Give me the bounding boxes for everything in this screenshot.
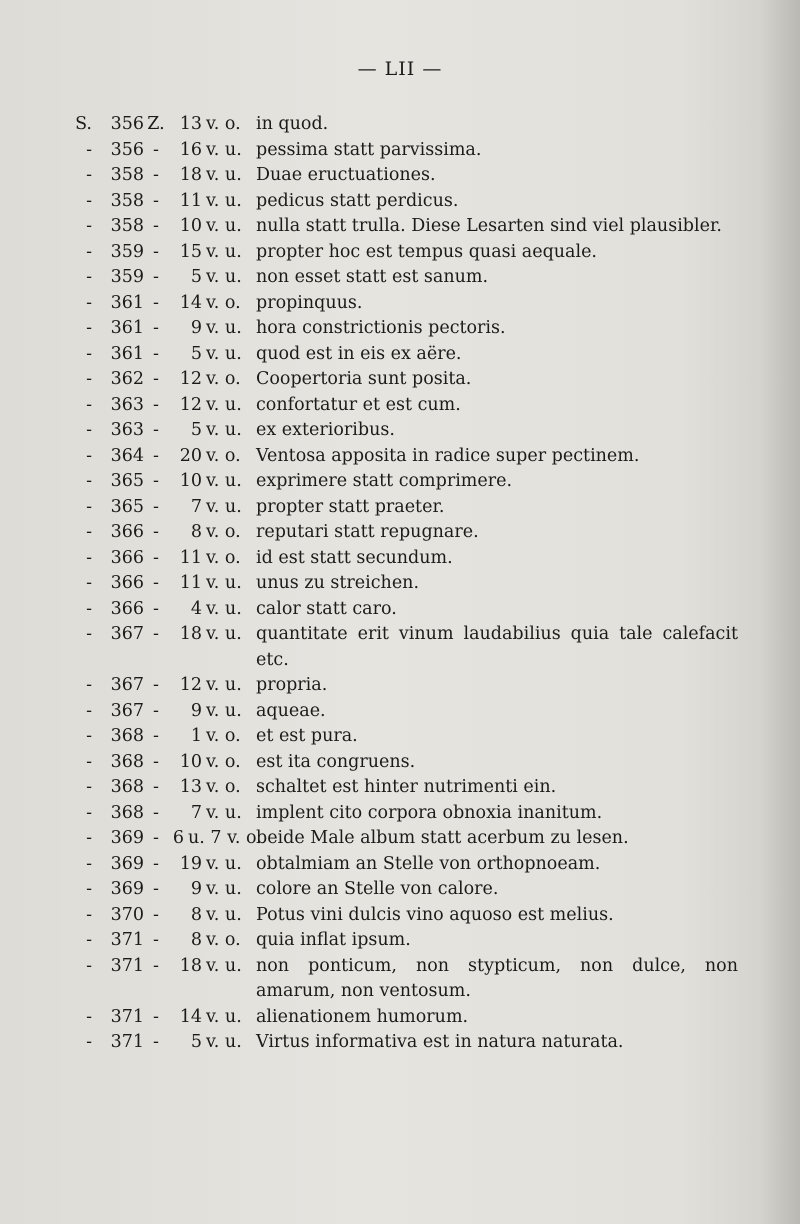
- entry-direction: v. o.: [206, 292, 241, 313]
- entry-page: 370: [110, 904, 144, 925]
- entry-line-mark: -: [153, 828, 159, 848]
- errata-entry: [62, 1030, 738, 1056]
- entry-line-mark: -: [153, 318, 159, 338]
- entry-direction: v. o.: [206, 930, 241, 950]
- entry-line-mark: -: [153, 700, 159, 721]
- errata-entry: [62, 240, 738, 266]
- entry-page: 365: [110, 471, 144, 491]
- entry-prefix: S.: [75, 114, 92, 134]
- entry-prefix: -: [86, 598, 92, 619]
- entry-line-mark: -: [153, 420, 159, 440]
- entry-prefix: -: [86, 828, 92, 848]
- errata-entry: [62, 189, 738, 215]
- entry-line-mark: -: [153, 496, 159, 517]
- entry-line-mark: -: [153, 930, 159, 950]
- entry-line: 16: [179, 139, 202, 160]
- entry-line-mark: -: [153, 292, 159, 313]
- entry-line: 5: [190, 267, 202, 287]
- entry-page: 363: [110, 394, 144, 415]
- entry-text: ex exterioribus.: [256, 420, 395, 440]
- entry-direction: v. u.: [206, 904, 242, 925]
- entry-text: implent cito corpora obnoxia inanitum.: [256, 802, 603, 823]
- entry-page: 371: [110, 1032, 144, 1052]
- entry-page: 366: [110, 573, 144, 593]
- entry-page: 367: [110, 624, 144, 644]
- entry-page: 368: [110, 726, 144, 746]
- entry-text: exprimere statt comprimere.: [256, 471, 513, 491]
- entry-line: 12: [179, 394, 202, 415]
- entry-text: quia inflat ipsum.: [256, 930, 411, 950]
- entry-page: 368: [110, 751, 144, 772]
- entry-text: pessima statt parvissima.: [256, 139, 482, 160]
- entry-direction: v. u.: [206, 471, 242, 491]
- entry-direction: v. u.: [206, 955, 242, 976]
- entry-direction: v. u.: [206, 165, 242, 185]
- entry-line-mark: -: [153, 777, 159, 797]
- entry-line-mark: -: [153, 165, 159, 185]
- entry-text: non ponticum, non stypticum, non dulce, non amarum, non ventosum.: [256, 955, 738, 1001]
- errata-entry: [62, 520, 738, 546]
- entry-text: unus zu streichen.: [256, 573, 420, 593]
- entry-text: propinquus.: [256, 292, 363, 313]
- entry-page: 356: [110, 114, 144, 134]
- entry-page: 361: [110, 343, 144, 364]
- entry-direction: v. o.: [206, 114, 241, 134]
- entry-prefix: -: [86, 343, 92, 364]
- entry-line: 8: [190, 522, 202, 542]
- entry-page: 365: [110, 496, 144, 517]
- entry-prefix: -: [86, 241, 92, 262]
- entry-line: 10: [179, 216, 202, 236]
- entry-line-mark: -: [153, 1006, 159, 1027]
- entry-prefix: -: [86, 853, 92, 874]
- errata-entry: [62, 291, 738, 317]
- errata-entry: [62, 495, 738, 521]
- entry-page: 367: [110, 700, 144, 721]
- errata-entry: [62, 112, 738, 138]
- entry-line-mark: -: [153, 445, 159, 466]
- errata-entry: [62, 214, 738, 240]
- entry-direction: v. u.: [206, 879, 242, 899]
- entry-page: 356: [110, 139, 144, 160]
- entry-line: 5: [190, 420, 202, 440]
- entry-prefix: -: [86, 292, 92, 313]
- entry-text: confortatur et est cum.: [256, 394, 461, 415]
- entry-page: 369: [110, 853, 144, 874]
- errata-entry: [62, 163, 738, 189]
- entry-direction: v. o.: [206, 547, 241, 568]
- entry-line: 12: [179, 369, 202, 389]
- entry-line: 4: [190, 598, 202, 619]
- entry-text: calor statt caro.: [256, 598, 397, 619]
- entry-page: 363: [110, 420, 144, 440]
- entry-page: 359: [110, 267, 144, 287]
- entry-direction: v. u.: [206, 700, 242, 721]
- entry-line: 15: [179, 241, 202, 262]
- entry-direction: v. u.: [206, 853, 242, 874]
- entry-line-mark: -: [153, 726, 159, 746]
- entry-text: hora constrictionis pectoris.: [256, 318, 506, 338]
- entry-text: colore an Stelle von calore.: [256, 879, 499, 899]
- errata-entry: [62, 367, 738, 393]
- errata-entry: [62, 1005, 738, 1031]
- entry-page: 371: [110, 955, 144, 976]
- entry-prefix: -: [86, 139, 92, 160]
- entry-prefix: -: [86, 675, 92, 695]
- errata-entry: [62, 444, 738, 470]
- errata-entry: [62, 954, 738, 1005]
- entry-direction: v. u.: [206, 573, 242, 593]
- entry-text: Ventosa apposita in radice super pectinem.: [256, 445, 640, 466]
- entry-page: 361: [110, 318, 144, 338]
- entry-line: 19: [179, 853, 202, 874]
- entry-text: reputari statt repugnare.: [256, 522, 479, 542]
- errata-entry: [62, 469, 738, 495]
- entry-prefix: -: [86, 904, 92, 925]
- entry-prefix: -: [86, 802, 92, 823]
- entry-direction: v. o.: [206, 522, 241, 542]
- entry-direction: v. o.: [206, 369, 241, 389]
- entry-line: 10: [179, 751, 202, 772]
- entry-direction: v. o.: [206, 445, 241, 466]
- entry-prefix: -: [86, 777, 92, 797]
- entry-page: 369: [110, 828, 144, 848]
- entry-line-mark: -: [153, 139, 159, 160]
- entry-prefix: -: [86, 190, 92, 211]
- errata-list: [62, 112, 738, 1056]
- entry-line: 9: [190, 879, 202, 899]
- entry-text: Coopertoria sunt posita.: [256, 369, 472, 389]
- errata-entry: [62, 342, 738, 368]
- errata-entry: [62, 265, 738, 291]
- entry-page: 359: [110, 241, 144, 262]
- entry-direction: v. u.: [206, 624, 242, 644]
- errata-entry: [62, 750, 738, 776]
- entry-direction: v. u.: [206, 496, 242, 517]
- entry-page: 371: [110, 930, 144, 950]
- entry-prefix: -: [86, 369, 92, 389]
- entry-text: quantitate erit vinum laudabilius quia tale calefacit etc.: [256, 624, 738, 670]
- entry-text: id est statt secundum.: [256, 547, 453, 568]
- entry-text: Virtus informativa est in natura naturata.: [256, 1032, 624, 1052]
- entry-page: 366: [110, 598, 144, 619]
- entry-line: 10: [179, 471, 202, 491]
- entry-direction: v. u.: [206, 420, 242, 440]
- errata-entry: [62, 597, 738, 623]
- entry-text: pedicus statt perdicus.: [256, 190, 459, 211]
- entry-line: 7: [190, 802, 202, 823]
- errata-entry: [62, 775, 738, 801]
- entry-prefix: -: [86, 445, 92, 466]
- entry-page: 368: [110, 802, 144, 823]
- entry-prefix: -: [86, 318, 92, 338]
- entry-page: 369: [110, 879, 144, 899]
- entry-direction: v. u.: [206, 267, 242, 287]
- entry-text: in quod.: [256, 114, 329, 134]
- entry-text: alienationem humorum.: [256, 1006, 469, 1027]
- entry-page: 362: [110, 369, 144, 389]
- entry-text: propter statt praeter.: [256, 496, 445, 517]
- entry-prefix: -: [86, 726, 92, 746]
- entry-line-mark: -: [153, 522, 159, 542]
- entry-text: est ita congruens.: [256, 751, 416, 772]
- entry-line: 13: [179, 114, 202, 134]
- entry-prefix: -: [86, 751, 92, 772]
- errata-entry: [62, 393, 738, 419]
- errata-entry: [62, 903, 738, 929]
- entry-page: 368: [110, 777, 144, 797]
- entry-line: 5: [190, 1032, 202, 1052]
- entry-text: propter hoc est tempus quasi aequale.: [256, 241, 597, 262]
- entry-line: 14: [179, 292, 202, 313]
- entry-line: 18: [179, 624, 202, 644]
- entry-text: propria.: [256, 675, 328, 695]
- entry-direction: u. 7 v. o.: [188, 828, 262, 848]
- entry-line: 1: [190, 726, 202, 746]
- entry-line-mark: -: [153, 598, 159, 619]
- errata-entry: [62, 852, 738, 878]
- entry-line: 18: [179, 955, 202, 976]
- entry-line-mark: -: [153, 190, 159, 211]
- errata-entry: [62, 699, 738, 725]
- entry-prefix: -: [86, 394, 92, 415]
- entry-direction: v. u.: [206, 216, 242, 236]
- entry-line: 7: [190, 496, 202, 517]
- entry-line: 8: [190, 930, 202, 950]
- errata-entry: [62, 418, 738, 444]
- entry-line-mark: -: [153, 853, 159, 874]
- errata-entry: [62, 673, 738, 699]
- entry-line: 14: [179, 1006, 202, 1027]
- entry-line-mark: -: [153, 547, 159, 568]
- entry-page: 367: [110, 675, 144, 695]
- entry-line-mark: -: [153, 573, 159, 593]
- entry-prefix: -: [86, 471, 92, 491]
- entry-line-mark: -: [153, 904, 159, 925]
- entry-prefix: -: [86, 955, 92, 976]
- entry-prefix: -: [86, 496, 92, 517]
- errata-entry: [62, 877, 738, 903]
- entry-text: aqueae.: [256, 700, 326, 721]
- entry-line-mark: -: [153, 879, 159, 899]
- entry-text: Potus vini dulcis vino aquoso est melius.: [256, 904, 614, 925]
- entry-line-mark: -: [153, 267, 159, 287]
- entry-line: 6: [172, 828, 184, 848]
- entry-prefix: -: [86, 624, 92, 644]
- entry-line-mark: -: [153, 955, 159, 976]
- entry-direction: v. o.: [206, 726, 241, 746]
- entry-line-mark: -: [153, 1032, 159, 1052]
- entry-text: schaltet est hinter nutrimenti ein.: [256, 777, 557, 797]
- entry-line: 9: [190, 700, 202, 721]
- entry-line: 5: [190, 343, 202, 364]
- entry-prefix: -: [86, 930, 92, 950]
- entry-line-mark: -: [153, 343, 159, 364]
- entry-direction: v. u.: [206, 598, 242, 619]
- entry-text: Duae eructuationes.: [256, 165, 436, 185]
- entry-line-mark: -: [153, 369, 159, 389]
- entry-direction: v. u.: [206, 241, 242, 262]
- entry-direction: v. o.: [206, 777, 241, 797]
- entry-page: 361: [110, 292, 144, 313]
- entry-prefix: -: [86, 879, 92, 899]
- entry-line: 9: [190, 318, 202, 338]
- entry-direction: v. u.: [206, 1006, 242, 1027]
- entry-direction: v. u.: [206, 343, 242, 364]
- entry-direction: v. u.: [206, 1032, 242, 1052]
- entry-line: 18: [179, 165, 202, 185]
- entry-page: 366: [110, 547, 144, 568]
- entry-prefix: -: [86, 1006, 92, 1027]
- entry-text: obtalmiam an Stelle von orthopnoeam.: [256, 853, 601, 874]
- entry-line-mark: -: [153, 394, 159, 415]
- entry-direction: v. o.: [206, 751, 241, 772]
- entry-line-mark: -: [153, 471, 159, 491]
- entry-page: 364: [110, 445, 144, 466]
- entry-prefix: -: [86, 165, 92, 185]
- entry-prefix: -: [86, 267, 92, 287]
- errata-entry: [62, 316, 738, 342]
- errata-entry: [62, 801, 738, 827]
- entry-prefix: -: [86, 216, 92, 236]
- entry-prefix: -: [86, 522, 92, 542]
- entry-text: beide Male album statt acerbum zu lesen.: [256, 828, 629, 848]
- entry-prefix: -: [86, 573, 92, 593]
- errata-entry: [62, 138, 738, 164]
- entry-prefix: -: [86, 547, 92, 568]
- entry-line: 20: [179, 445, 202, 466]
- entry-direction: v. u.: [206, 139, 242, 160]
- entry-page: 358: [110, 216, 144, 236]
- entry-page: 358: [110, 165, 144, 185]
- entry-line-mark: -: [153, 216, 159, 236]
- entry-direction: v. u.: [206, 675, 242, 695]
- entry-line: 11: [179, 547, 202, 568]
- entry-text: et est pura.: [256, 726, 358, 746]
- entry-page: 358: [110, 190, 144, 211]
- entry-line: 13: [179, 777, 202, 797]
- entry-line: 11: [179, 573, 202, 593]
- entry-line-mark: -: [153, 751, 159, 772]
- entry-line-mark: -: [153, 241, 159, 262]
- entry-line-mark: -: [153, 624, 159, 644]
- entry-page: 366: [110, 522, 144, 542]
- entry-line-mark: -: [153, 675, 159, 695]
- entry-direction: v. u.: [206, 394, 242, 415]
- entry-prefix: -: [86, 1032, 92, 1052]
- entry-prefix: -: [86, 420, 92, 440]
- errata-entry: [62, 928, 738, 954]
- errata-entry: [62, 546, 738, 572]
- entry-text: nulla statt trulla. Diese Lesarten sind viel plausibler.: [256, 216, 722, 236]
- entry-line-mark: -: [153, 802, 159, 823]
- entry-text: quod est in eis ex aëre.: [256, 343, 462, 364]
- entry-line-mark: Z.: [147, 114, 165, 134]
- entry-line: 12: [179, 675, 202, 695]
- entry-direction: v. u.: [206, 318, 242, 338]
- entry-line: 11: [179, 190, 202, 211]
- entry-page: 371: [110, 1006, 144, 1027]
- errata-entry: [62, 724, 738, 750]
- errata-entry: [62, 571, 738, 597]
- page-header: — LII —: [357, 58, 443, 80]
- errata-entry: [62, 826, 738, 852]
- entry-line: 8: [190, 904, 202, 925]
- entry-direction: v. u.: [206, 802, 242, 823]
- entry-direction: v. u.: [206, 190, 242, 211]
- entry-prefix: -: [86, 700, 92, 721]
- entry-text: non esset statt est sanum.: [256, 267, 489, 287]
- errata-entry: [62, 622, 738, 673]
